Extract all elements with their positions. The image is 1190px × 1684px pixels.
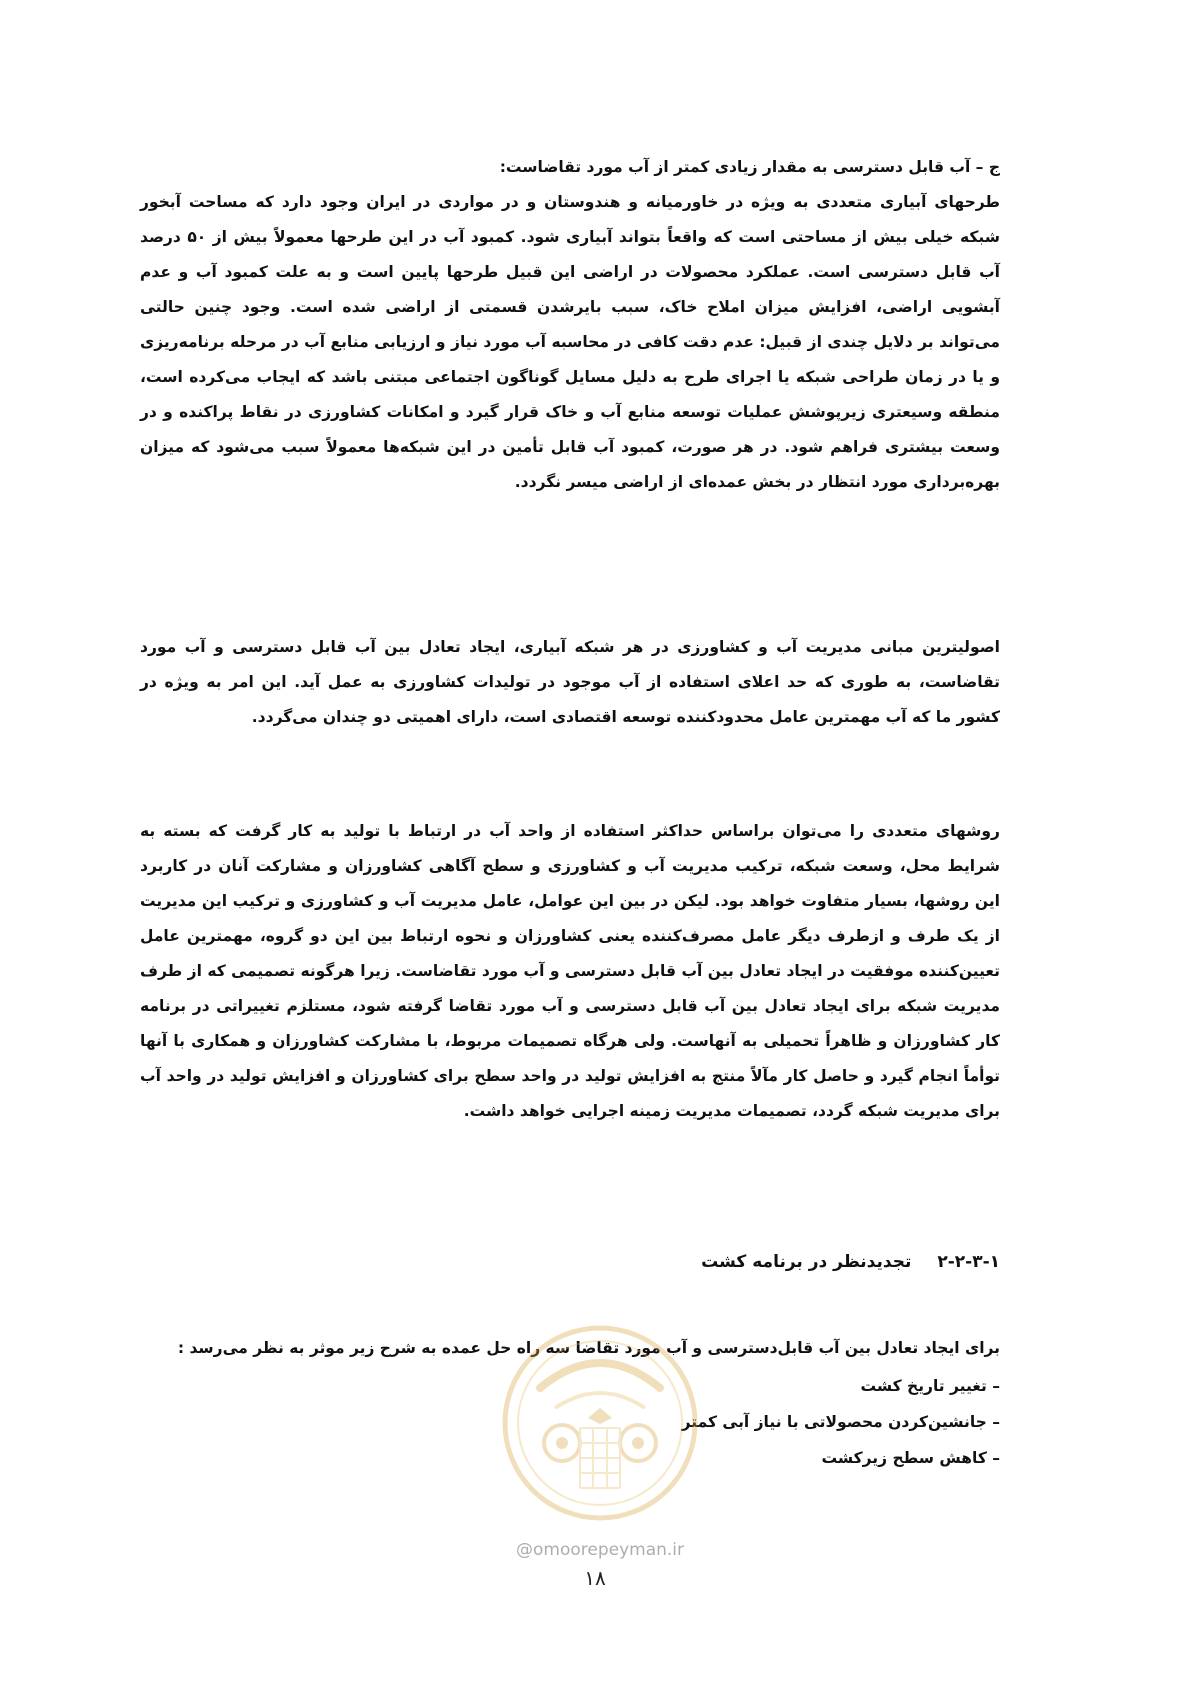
section-number: ۲-۲-۳-۱ [937,1252,1000,1272]
section-title: تجدیدنظر در برنامه کشت [701,1252,912,1272]
watermark-url: @omoorepeyman.ir [515,1540,685,1560]
paragraph-4: برای ایجاد تعادل بین آب قابل‌دسترسی و آب مورد تقاضا سه راه حل عمده به شرح زیر موثر به نظر می‌رسد : [177,1339,1000,1357]
paragraph-3: روشهای متعددی را می‌توان براساس حداکثر استفاده از واحد آب در ارتباط با تولید به کار گرفت که بسته به شرایط محل، وسعت شبکه، ترکیب مدیریت آب و کشاورزی و سطح آگاهی کشاورزان و مشارکت آنان در کاربرد این روشها، بسیار متفاوت خواهد بود. لیکن در بین این عوامل، عامل مدیریت آب و کشاورزی و ترکیب این مدیریت از یک طرف و ازطرف دیگر عامل مصرف‌کننده یعنی کشاورزان و نحوه ارتباط بین این دو گروه، مهمترین عامل تعیین‌کننده موفقیت در ایجاد تعادل بین آب قابل دسترسی و آب مورد تقاضاست. زیرا هرگونه تصمیمی که از طرف مدیریت شبکه برای ایجاد تعادل بین آب قابل دسترسی و آب مورد تقاضا گرفته شود، مستلزم تغییراتی در برنامه کار کشاورزان و ظاهراً تحمیلی به آنهاست. ولی هرگاه تصمیمات مربوط، با مشارکت کشاورزان و همکاری با آنها توأماً انجام گیرد و حاصل کار مآلاً منتج به افزایش تولید در واحد سطح برای کشاورزان و افزایش تولید در واحد آب برای مدیریت شبکه گردد، تصمیمات مدیریت زمینه اجرایی خواهد داشت. [140,822,1000,1120]
section-heading [140,1247,1000,1277]
subsection-heading: ج – آب قابل دسترسی به مقدار زیادی کمتر از آب مورد تقاضاست: [499,158,1000,176]
list-item: – کاهش سطح زیرکشت [821,1449,1000,1467]
paragraph-2: اصولیترین مبانی مدیریت آب و کشاورزی در هر شبکه آبیاری، ایجاد تعادل بین آب قابل دسترسی و آب مورد تقاضاست، به طوری که حد اعلای استفاده از آب موجود در تولیدات کشاورزی به عمل آید. این امر به ویژه در کشور ما که آب مهمترین عامل محدودکننده توسعه اقتصادی است، دارای اهمیتی دو چندان می‌گردد. [140,638,1000,726]
list-item: – تغییر تاریخ کشت [860,1377,1000,1395]
page-number: ۱۸ [584,1566,606,1590]
list-item: – جانشین‌کردن محصولاتی با نیاز آبی کمتر [681,1413,1000,1431]
paragraph-1: طرحهای آبیاری متعددی به ویژه در خاورمیانه و هندوستان و در مواردی در ایران وجود دارد که مساحت آبخور شبکه خیلی بیش از مساحتی است که واقعاً بتواند آبیاری شود. کمبود آب در این طرحها معمولاً بیش از ۵۰ درصد آب قابل دسترسی است. عملکرد محصولات در اراضی این قبیل طرحها پایین است و به علت کمبود آب و عدم آبشویی اراضی، افزایش میزان املاح خاک، سبب بایرشدن قسمتی از اراضی شده است. وجود چنین حالتی می‌تواند بر دلایل چندی از قبیل: عدم دقت کافی در محاسبه آب مورد نیاز و ارزیابی منابع آب در مرحله برنامه‌ریزی و یا در زمان طراحی شبکه یا اجرای طرح به دلیل مسایل گوناگون اجتماعی مبتنی باشد که ایجاب می‌کرده است، منطقه وسیعتری زیرپوشش عملیات توسعه منابع آب و خاک قرار گیرد و امکانات کشاورزی در نقاط پراکنده و در وسعت بیشتری فراهم شود. در هر صورت، کمبود آب قابل تأمین در این شبکه‌ها معمولاً سبب می‌شود که میزان بهره‌برداری مورد انتظار در بخش عمده‌ای از اراضی میسر نگردد. [140,193,1000,491]
omoorepeyman-logo-icon [500,1318,700,1528]
